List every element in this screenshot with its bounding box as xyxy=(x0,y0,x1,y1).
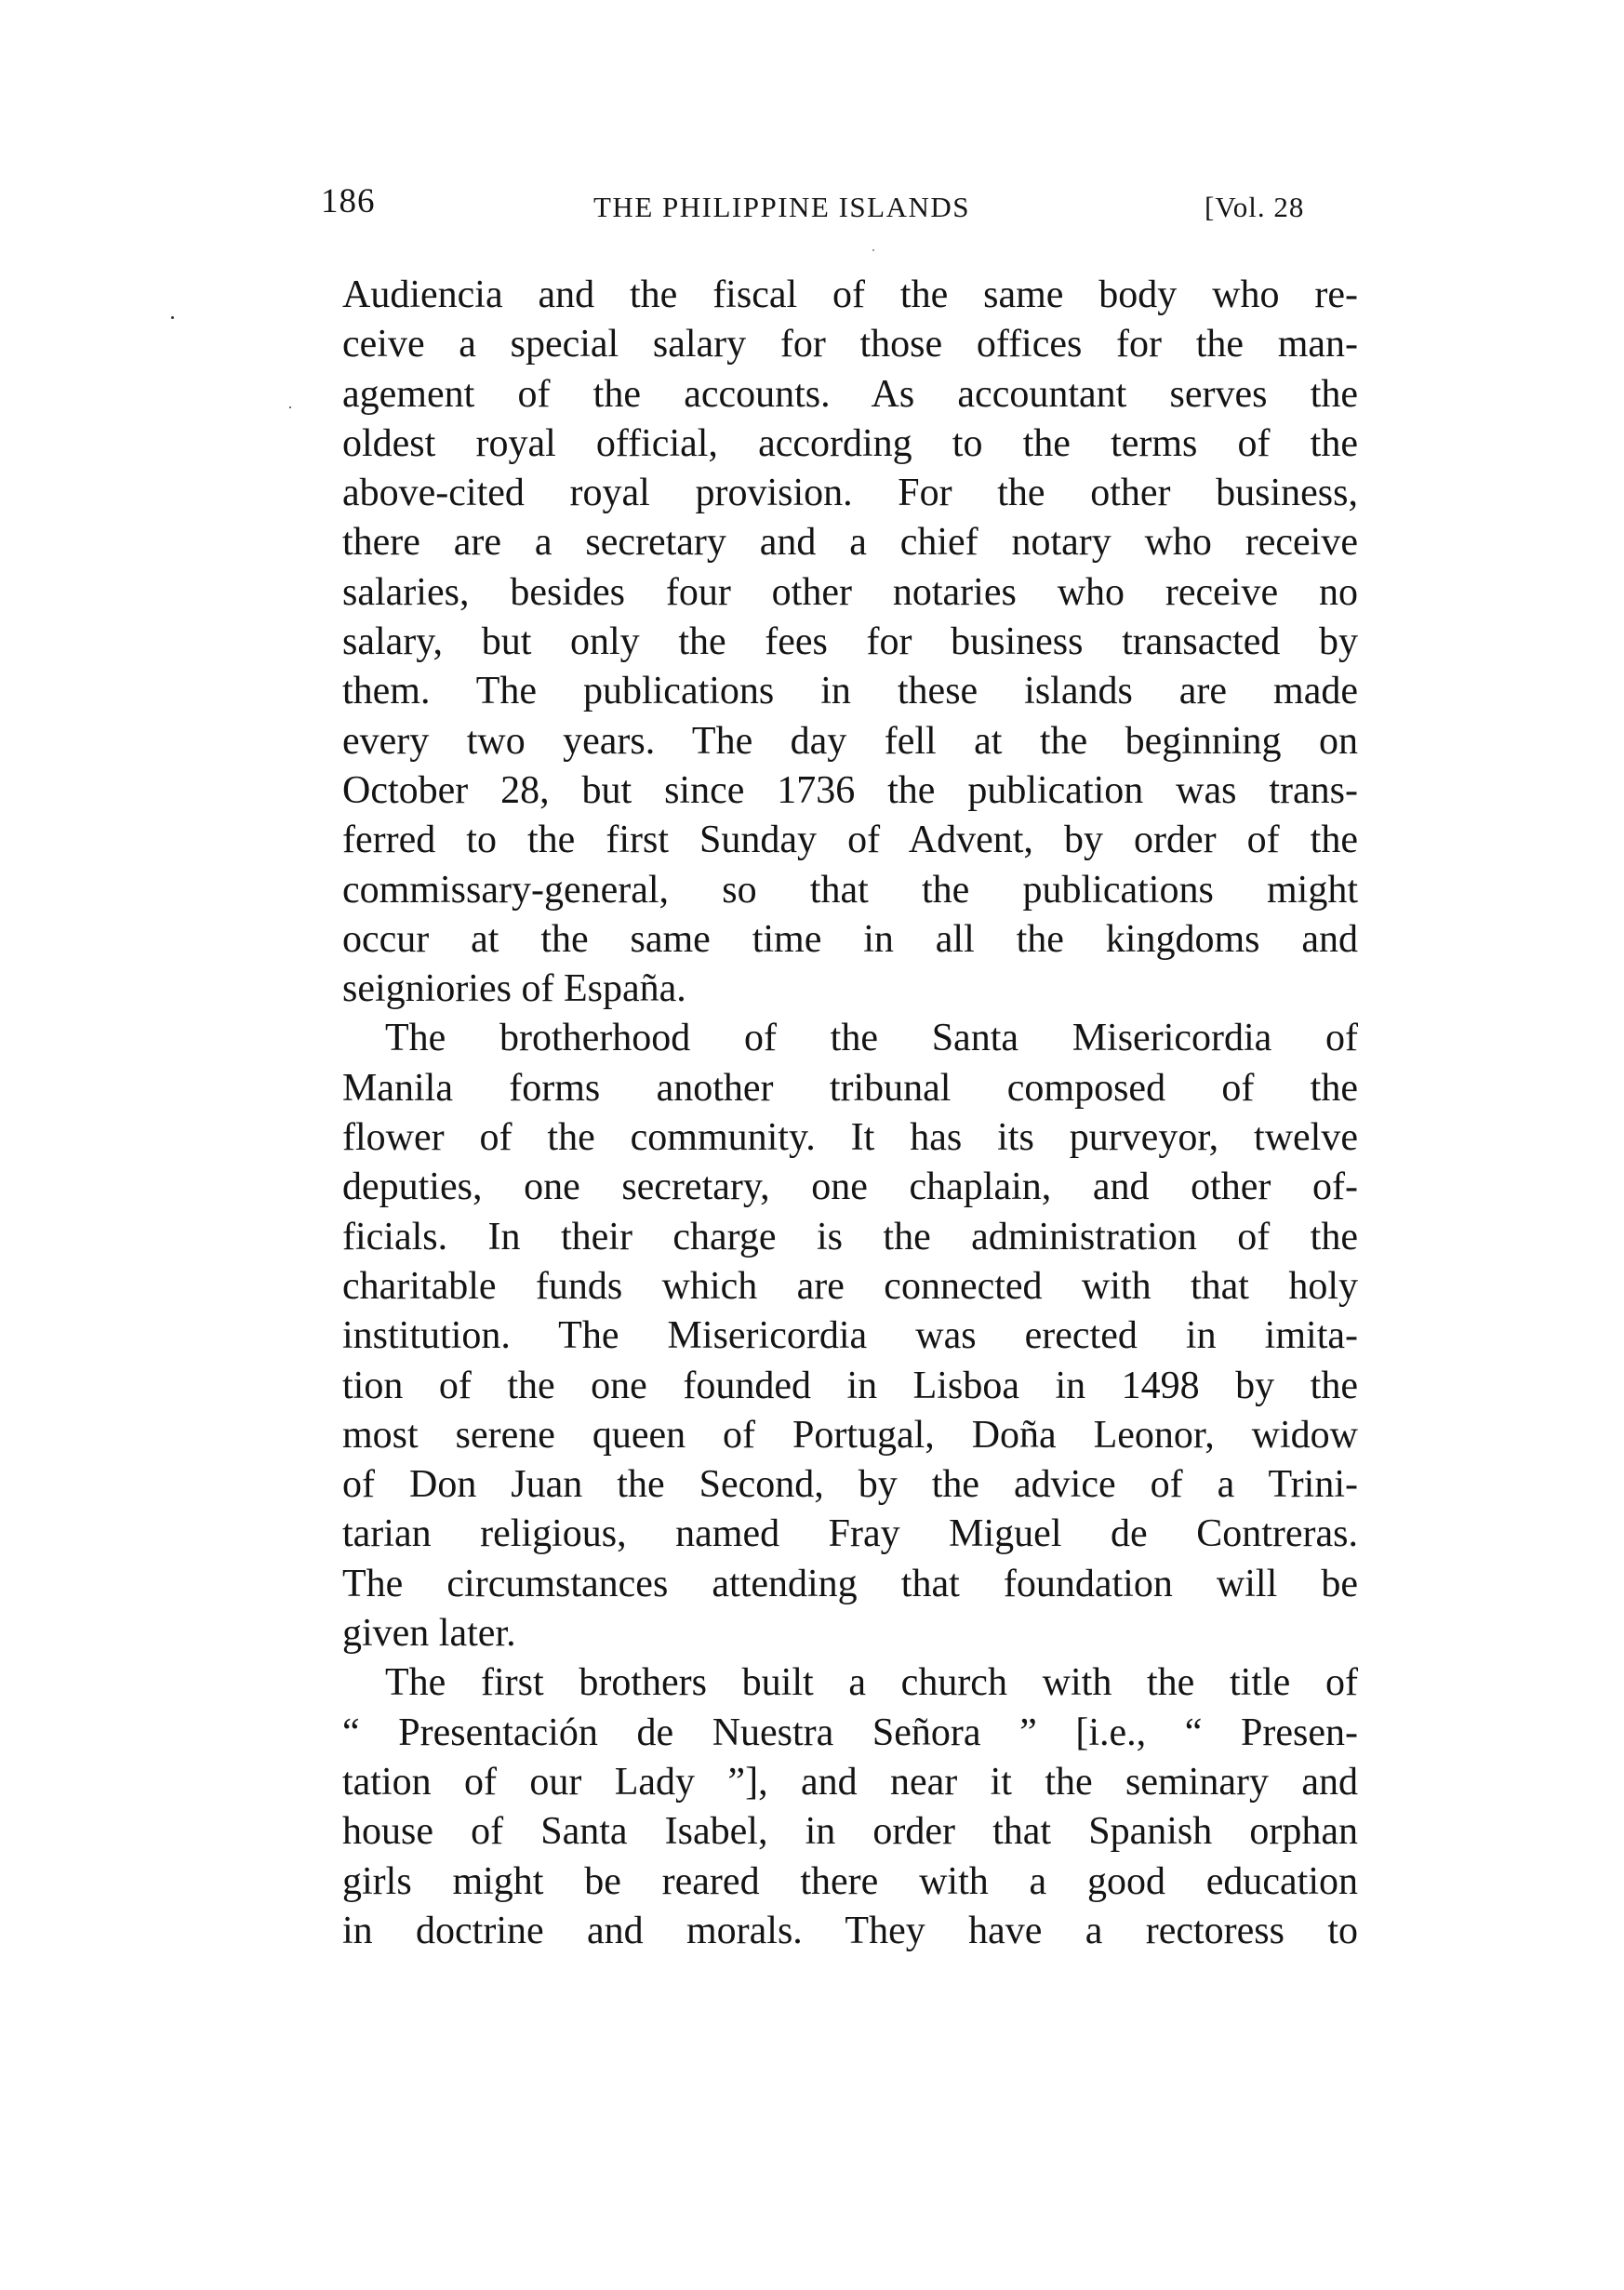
paragraph xyxy=(342,271,1358,1014)
margin-speck xyxy=(289,406,291,408)
text-line: of Don Juan the Second, by the advice of a Trini- xyxy=(342,1463,1358,1507)
text-line: every two years. The day fell at the beginning on xyxy=(342,719,1358,763)
paragraph xyxy=(342,1658,1358,1956)
text-line: ferred to the first Sunday of Advent, by order of the xyxy=(342,819,1358,862)
book-title: THE PHILIPPINE ISLANDS xyxy=(593,191,970,223)
body-text xyxy=(342,271,1358,1956)
volume-number: [Vol. 28 xyxy=(1205,191,1305,223)
text-line: salary, but only the fees for business transacted by xyxy=(342,620,1358,664)
text-line: given later. xyxy=(342,1612,516,1656)
text-line: institution. The Misericordia was erected in imita- xyxy=(342,1314,1358,1358)
text-line: them. The publications in these islands are made xyxy=(342,670,1358,713)
text-line: oldest royal official, according to the terms of the xyxy=(342,421,1358,465)
text-line: commissary-general, so that the publications might xyxy=(342,868,1358,912)
margin-speck xyxy=(171,316,174,319)
paragraph xyxy=(342,1014,1358,1658)
text-line: flower of the community. It has its purveyor, twelve xyxy=(342,1116,1358,1160)
text-line: tion of the one founded in Lisboa in 1498 by the xyxy=(342,1364,1358,1407)
page-number: 186 xyxy=(321,182,376,220)
text-line: The brotherhood of the Santa Misericordia of xyxy=(385,1017,1358,1060)
text-line: October 28, but since 1736 the publication was trans- xyxy=(342,768,1358,812)
text-line: girls might be reared there with a good education xyxy=(342,1859,1358,1903)
text-line: salaries, besides four other notaries who receive no xyxy=(342,570,1358,614)
print-speck xyxy=(872,249,874,251)
text-line: The circumstances attending that foundation will be xyxy=(342,1562,1358,1605)
text-line: charitable funds which are connected with that holy xyxy=(342,1264,1358,1308)
text-line: occur at the same time in all the kingdoms and xyxy=(342,917,1358,961)
text-line: there are a secretary and a chief notary who receive xyxy=(342,521,1358,565)
text-line: above-cited royal provision. For the other business, xyxy=(342,472,1358,515)
text-line: The first brothers built a church with the title of xyxy=(385,1661,1358,1705)
text-line: Manila forms another tribunal composed of the xyxy=(342,1066,1358,1110)
text-line: “ Presentación de Nuestra Señora ” [i.e., “ Presen- xyxy=(342,1711,1358,1754)
text-line: tation of our Lady ”], and near it the seminary and xyxy=(342,1760,1358,1804)
text-line: ficials. In their charge is the administration of the xyxy=(342,1215,1358,1258)
text-line: Audiencia and the fiscal of the same body who re- xyxy=(342,273,1358,316)
text-line: agement of the accounts. As accountant serves the xyxy=(342,372,1358,416)
text-line: most serene queen of Portugal, Doña Leonor, widow xyxy=(342,1413,1358,1457)
text-line: tarian religious, named Fray Miguel de Contreras. xyxy=(342,1512,1358,1556)
text-line: seigniories of España. xyxy=(342,967,686,1011)
text-line: deputies, one secretary, one chaplain, and other of- xyxy=(342,1165,1358,1209)
text-line: house of Santa Isabel, in order that Spanish orphan xyxy=(342,1810,1358,1854)
text-line: in doctrine and morals. They have a rectoress to xyxy=(342,1909,1358,1952)
running-head xyxy=(321,182,1363,229)
text-line: ceive a special salary for those offices for the man- xyxy=(342,323,1358,366)
